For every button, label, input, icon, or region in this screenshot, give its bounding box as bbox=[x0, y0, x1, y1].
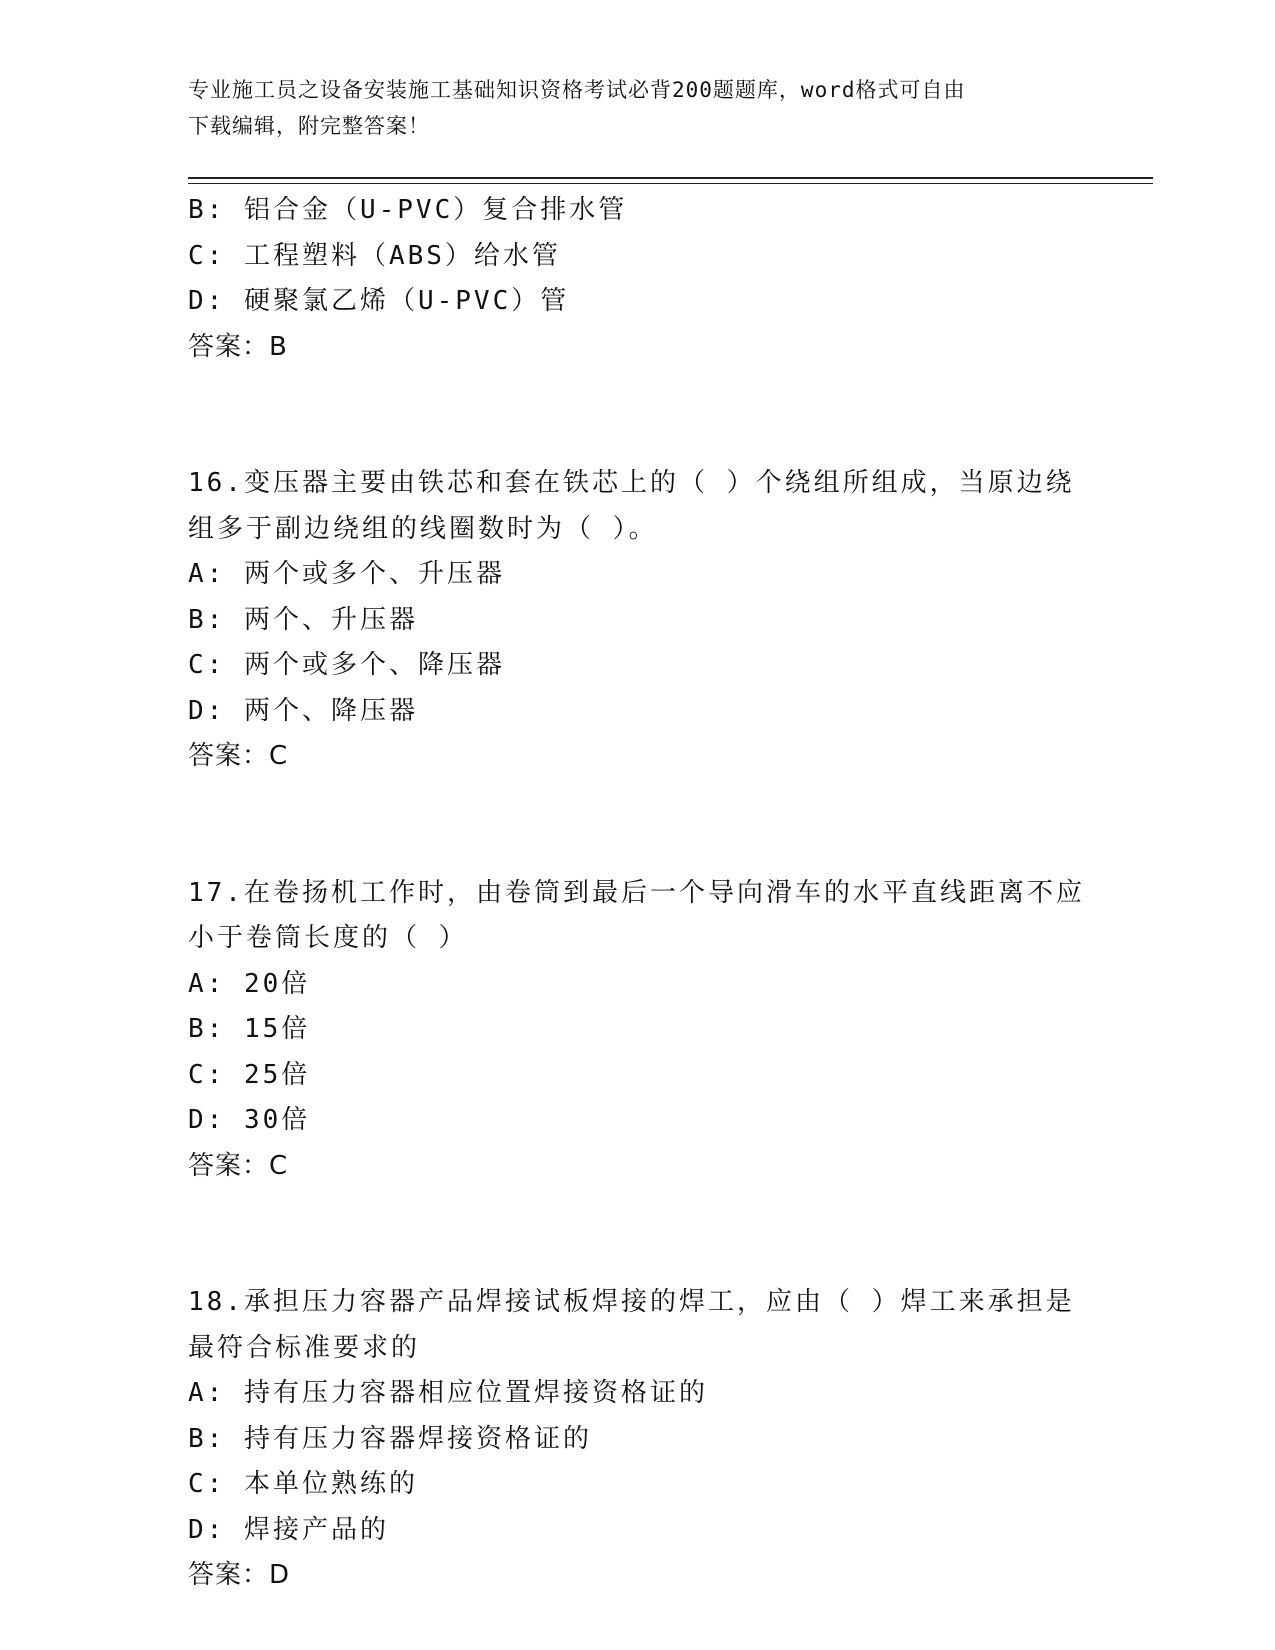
option-a: A: 20倍 bbox=[188, 968, 311, 999]
question-stem-line-2: 小于卷筒长度的（ ） bbox=[188, 923, 468, 953]
answer: 答案：C bbox=[188, 1150, 289, 1181]
option-c: C: 两个或多个、降压器 bbox=[188, 650, 505, 680]
question-17 bbox=[188, 871, 1088, 1190]
option-c: C: 工程塑料（ABS）给水管 bbox=[188, 240, 561, 271]
option-a: A: 持有压力容器相应位置焊接资格证的 bbox=[188, 1378, 708, 1408]
header-line-1: 专业施工员之设备安装施工基础知识资格考试必背200题题库，word格式可自由 bbox=[188, 78, 966, 102]
option-d: D: 硬聚氯乙烯（U-PVC）管 bbox=[188, 286, 570, 316]
question-stem-line-1: 18.承担压力容器产品焊接试板焊接的焊工，应由（ ）焊工来承担是 bbox=[188, 1287, 1075, 1317]
question-stem-line-2: 最符合标准要求的 bbox=[188, 1332, 421, 1363]
option-d: D: 焊接产品的 bbox=[188, 1514, 389, 1545]
header-line-2: 下载编辑，附完整答案！ bbox=[188, 114, 430, 138]
question-18 bbox=[188, 1280, 1088, 1599]
header-divider-thin bbox=[188, 183, 1153, 184]
option-a: A: 两个或多个、升压器 bbox=[188, 559, 505, 589]
question-stem-line-1: 17.在卷扬机工作时，由卷筒到最后一个导向滑车的水平直线距离不应 bbox=[188, 877, 1085, 908]
header-divider-thick bbox=[188, 177, 1153, 179]
option-b: B: 持有压力容器焊接资格证的 bbox=[188, 1423, 592, 1454]
question-16 bbox=[188, 461, 1088, 780]
question-15-partial bbox=[188, 188, 1088, 370]
option-b: B: 15倍 bbox=[188, 1014, 311, 1044]
option-b: B: 两个、升压器 bbox=[188, 604, 418, 635]
option-c: C: 25倍 bbox=[188, 1059, 311, 1090]
option-b: B: 铝合金（U-PVC）复合排水管 bbox=[188, 195, 628, 225]
question-stem-line-2: 组多于副边绕组的线圈数时为（ ）。 bbox=[188, 513, 658, 544]
document-header bbox=[188, 72, 1068, 144]
question-list bbox=[188, 188, 1088, 1599]
answer: 答案：C bbox=[188, 741, 289, 771]
answer: 答案：B bbox=[188, 331, 288, 362]
question-stem-line-1: 16.变压器主要由铁芯和套在铁芯上的（ ）个绕组所组成，当原边绕 bbox=[188, 468, 1075, 498]
option-c: C: 本单位熟练的 bbox=[188, 1469, 418, 1499]
answer: 答案：D bbox=[188, 1560, 291, 1590]
option-d: D: 两个、降压器 bbox=[188, 695, 418, 726]
option-d: D: 30倍 bbox=[188, 1105, 311, 1135]
